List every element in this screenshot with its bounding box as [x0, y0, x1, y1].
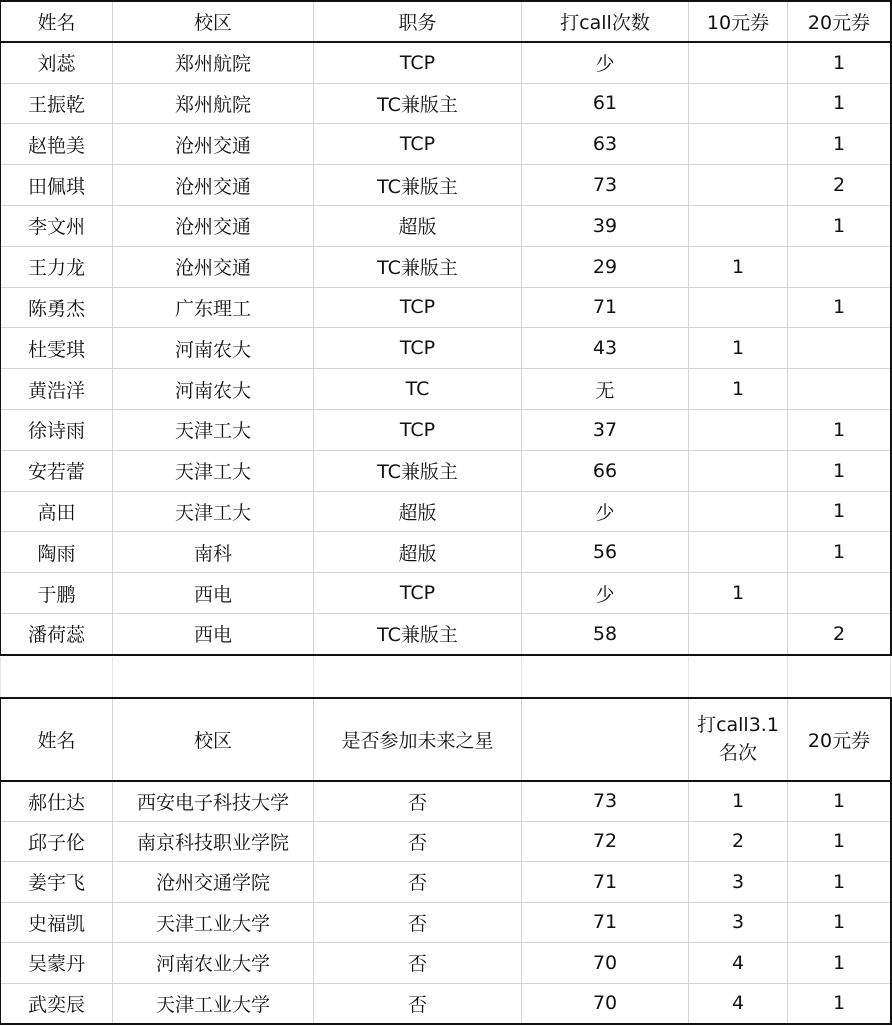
table-row — [1, 983, 891, 1024]
table-cell: 否 — [314, 902, 522, 943]
table-row — [1, 902, 891, 943]
table-cell: 吴蒙丹 — [1, 943, 113, 984]
table-cell: 1 — [788, 205, 891, 246]
table-cell: 西电 — [113, 613, 314, 654]
table-cell: 2 — [788, 613, 891, 654]
table-cell — [689, 42, 788, 83]
header-cell: 打call次数 — [522, 2, 689, 43]
blank-cell — [314, 657, 522, 698]
table-header-row — [1, 699, 891, 781]
table-cell: 少 — [522, 42, 689, 83]
table-cell: TC兼版主 — [314, 165, 522, 206]
table-cell: 史福凯 — [1, 902, 113, 943]
table-row — [1, 613, 891, 654]
table-cell — [788, 369, 891, 410]
table-cell: TCP — [314, 573, 522, 614]
table-cell: 超版 — [314, 491, 522, 532]
table-cell: 1 — [788, 83, 891, 124]
blank-cell — [1, 657, 113, 698]
table-cell: 沧州交通 — [113, 165, 314, 206]
table-row — [1, 246, 891, 287]
table-cell — [788, 246, 891, 287]
table-row — [1, 205, 891, 246]
table-cell: 1 — [788, 983, 891, 1024]
table-cell: 李文州 — [1, 205, 113, 246]
table-cell: TC兼版主 — [314, 450, 522, 491]
blank-cell — [522, 657, 689, 698]
table-cell: 沧州交通 — [113, 246, 314, 287]
header-cell — [689, 699, 788, 781]
table-cell: TC兼版主 — [314, 83, 522, 124]
table-cell: 1 — [788, 450, 891, 491]
table-cell: TC兼版主 — [314, 613, 522, 654]
table-row — [1, 450, 891, 491]
table-cell: 1 — [788, 943, 891, 984]
table-cell: 71 — [522, 287, 689, 328]
table-cell: 西安电子科技大学 — [113, 781, 314, 822]
table-cell: 南京科技职业学院 — [113, 821, 314, 862]
table-row — [1, 821, 891, 862]
table-row — [1, 328, 891, 369]
table-row — [1, 781, 891, 822]
table-cell: 4 — [689, 943, 788, 984]
table-cell — [689, 613, 788, 654]
table-cell: 邱子伦 — [1, 821, 113, 862]
table-cell — [689, 450, 788, 491]
ranking-table — [0, 698, 891, 1024]
table-cell: 3 — [689, 902, 788, 943]
table-cell: 1 — [788, 124, 891, 165]
table-cell — [689, 124, 788, 165]
table-cell: TCP — [314, 42, 522, 83]
table-cell: TC — [314, 369, 522, 410]
table-cell: 广东理工 — [113, 287, 314, 328]
blank-cell — [788, 657, 891, 698]
table-cell: 天津工大 — [113, 409, 314, 450]
table-row — [1, 42, 891, 83]
table-cell: 黄浩洋 — [1, 369, 113, 410]
table-row — [1, 409, 891, 450]
table-cell: 沧州交通 — [113, 205, 314, 246]
table-cell — [689, 165, 788, 206]
table-cell: 1 — [788, 409, 891, 450]
table-cell — [689, 532, 788, 573]
table-cell: 72 — [522, 821, 689, 862]
table-cell: 1 — [788, 532, 891, 573]
table-cell: 73 — [522, 781, 689, 822]
table-cell: 1 — [689, 573, 788, 614]
table-cell: 陈勇杰 — [1, 287, 113, 328]
table-cell: 1 — [689, 328, 788, 369]
table-cell: 71 — [522, 902, 689, 943]
table-row — [1, 369, 891, 410]
table-cell — [788, 328, 891, 369]
header-line: 打call3.1 — [697, 714, 779, 737]
table-cell: 陶雨 — [1, 532, 113, 573]
table-row — [1, 165, 891, 206]
table-cell: 高田 — [1, 491, 113, 532]
table-cell: 于鹏 — [1, 573, 113, 614]
table-cell: 刘蕊 — [1, 42, 113, 83]
table-row — [1, 287, 891, 328]
table-row — [1, 491, 891, 532]
table-row — [1, 943, 891, 984]
table-cell: 37 — [522, 409, 689, 450]
table-cell: 39 — [522, 205, 689, 246]
table-cell: 潘荷蕊 — [1, 613, 113, 654]
table-cell: 天津工业大学 — [113, 983, 314, 1024]
table-cell: 否 — [314, 943, 522, 984]
table-cell: 郑州航院 — [113, 42, 314, 83]
header-cell — [522, 699, 689, 781]
header-cell: 20元券 — [788, 2, 891, 43]
table-cell — [689, 491, 788, 532]
table-cell: 杜雯琪 — [1, 328, 113, 369]
table-row — [1, 862, 891, 903]
table-cell: 无 — [522, 369, 689, 410]
table-cell: 南科 — [113, 532, 314, 573]
table-cell: 天津工业大学 — [113, 902, 314, 943]
table-cell: 61 — [522, 83, 689, 124]
table-cell: 少 — [522, 573, 689, 614]
table-cell: 河南农业大学 — [113, 943, 314, 984]
header-line: 名次 — [718, 742, 757, 765]
table-cell: 王振乾 — [1, 83, 113, 124]
table-cell: 否 — [314, 862, 522, 903]
table-cell: 73 — [522, 165, 689, 206]
table-row — [1, 124, 891, 165]
header-cell: 20元券 — [788, 699, 891, 781]
table-cell: 70 — [522, 983, 689, 1024]
table-cell: 4 — [689, 983, 788, 1024]
header-cell: 职务 — [314, 2, 522, 43]
table-cell: 3 — [689, 862, 788, 903]
table-cell: TCP — [314, 124, 522, 165]
table-cell: 2 — [788, 165, 891, 206]
table-cell: TC兼版主 — [314, 246, 522, 287]
table-cell: 天津工大 — [113, 450, 314, 491]
table-cell: 否 — [314, 821, 522, 862]
header-cell: 校区 — [113, 2, 314, 43]
table-cell: 河南农大 — [113, 369, 314, 410]
header-cell: 10元券 — [689, 2, 788, 43]
table-cell: 58 — [522, 613, 689, 654]
table-row — [1, 83, 891, 124]
table-cell: 1 — [788, 781, 891, 822]
header-cell: 姓名 — [1, 699, 113, 781]
table-cell: 否 — [314, 781, 522, 822]
table-cell: 1 — [689, 369, 788, 410]
table-cell: 66 — [522, 450, 689, 491]
table-cell: 否 — [314, 983, 522, 1024]
table-cell: 2 — [689, 821, 788, 862]
table-cell: 田佩琪 — [1, 165, 113, 206]
table-row — [1, 532, 891, 573]
table-cell: 赵艳美 — [1, 124, 113, 165]
table-cell: 西电 — [113, 573, 314, 614]
table-cell: TCP — [314, 328, 522, 369]
coupon-table — [0, 1, 891, 655]
table-cell — [788, 573, 891, 614]
table-cell — [689, 205, 788, 246]
table-cell: 63 — [522, 124, 689, 165]
table-cell: 超版 — [314, 532, 522, 573]
header-cell: 校区 — [113, 699, 314, 781]
header-cell: 姓名 — [1, 2, 113, 43]
table-cell — [689, 287, 788, 328]
table-cell: 1 — [689, 781, 788, 822]
table-cell: 郝仕达 — [1, 781, 113, 822]
table-cell: 1 — [788, 42, 891, 83]
header-cell: 是否参加未来之星 — [314, 699, 522, 781]
blank-cell — [113, 657, 314, 698]
table-cell: TCP — [314, 287, 522, 328]
table-row — [1, 573, 891, 614]
table-cell: 安若蕾 — [1, 450, 113, 491]
table-cell: 少 — [522, 491, 689, 532]
table-cell: 71 — [522, 862, 689, 903]
blank-spacer-row — [0, 657, 891, 698]
table-cell: 1 — [689, 246, 788, 287]
table-cell: 超版 — [314, 205, 522, 246]
table-cell: 1 — [788, 821, 891, 862]
table-cell — [689, 83, 788, 124]
table-cell: 沧州交通学院 — [113, 862, 314, 903]
table-cell: 郑州航院 — [113, 83, 314, 124]
table-cell: 天津工大 — [113, 491, 314, 532]
table-cell: 43 — [522, 328, 689, 369]
table-header-row — [1, 2, 891, 43]
table-cell: 沧州交通 — [113, 124, 314, 165]
table-cell: 1 — [788, 287, 891, 328]
table-cell: 56 — [522, 532, 689, 573]
table-cell: 姜宇飞 — [1, 862, 113, 903]
table-cell: 70 — [522, 943, 689, 984]
table-cell: 1 — [788, 491, 891, 532]
blank-cell — [689, 657, 788, 698]
table-cell: 29 — [522, 246, 689, 287]
table-cell: 徐诗雨 — [1, 409, 113, 450]
table-cell: 1 — [788, 862, 891, 903]
table-cell: 王力龙 — [1, 246, 113, 287]
table-cell: TCP — [314, 409, 522, 450]
table-cell: 1 — [788, 902, 891, 943]
table-cell — [689, 409, 788, 450]
table-cell: 武奕辰 — [1, 983, 113, 1024]
table-cell: 河南农大 — [113, 328, 314, 369]
